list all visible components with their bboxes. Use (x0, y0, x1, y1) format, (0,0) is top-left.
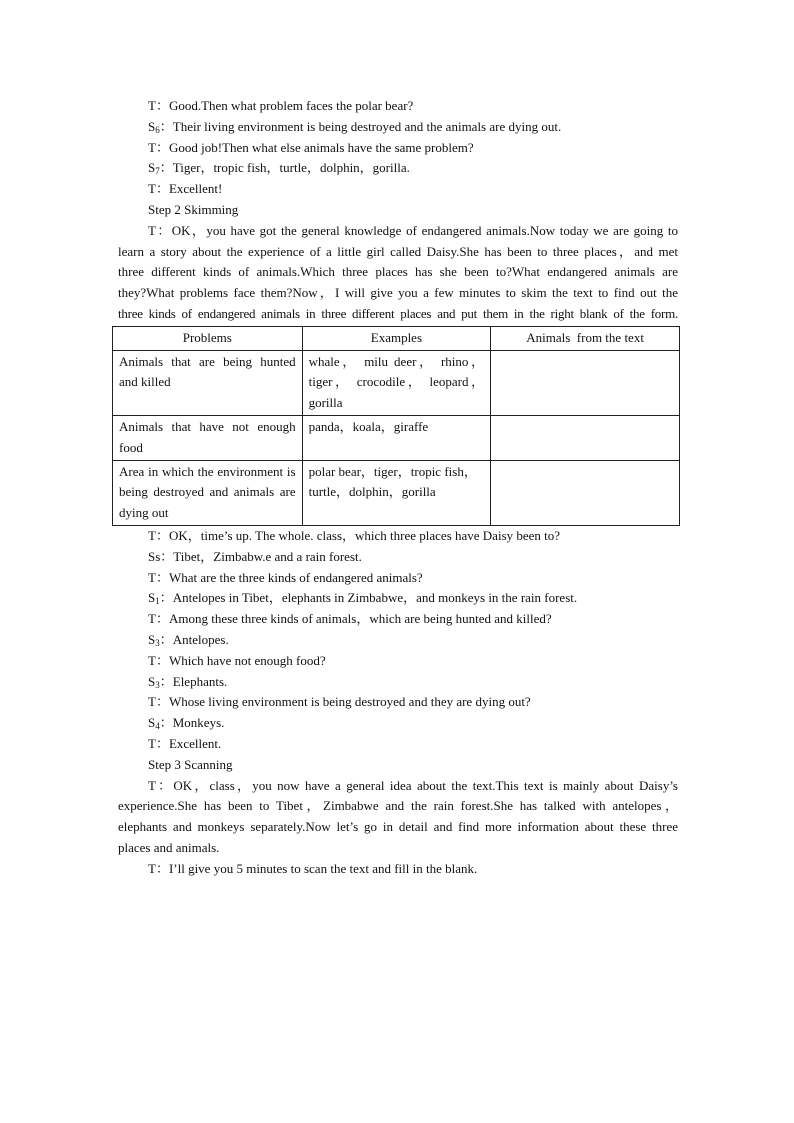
paragraph-line: places and animals. (118, 839, 220, 855)
paragraph-line: elephants and monkeys separately.Now let’s go in detail and find more information about these three (118, 819, 678, 835)
dialogue-line: $S_3$：Antelopes. (148, 631, 229, 648)
table-row (113, 460, 680, 525)
dialogue-line: T：Among these three kinds of animals，which are being hunted and killed? (148, 611, 552, 627)
examples-cell: whale， milu deer， rhino， tiger， crocodile， leopard， gorilla (302, 350, 491, 415)
step2-paragraph (118, 221, 678, 325)
dialogue-line: $S_4$：Monkeys. (148, 715, 225, 732)
animals-table (112, 326, 680, 526)
dialogue-line: T：What are the three kinds of endangered animals? (148, 569, 423, 585)
dialogue-line: $S_6$：Their living environment is being destroyed and the animals are dying out. (148, 118, 562, 135)
table-row (113, 350, 680, 415)
problem-cell: Animals that are being hunted and killed (113, 350, 303, 415)
paragraph-line: experience.She has been to Tibet，Zimbabwe and the rain forest.She has talked with antelopes， (118, 798, 678, 814)
paragraph-line: T：OK，you have got the general knowledge of endangered animals.Now today we are going to (148, 222, 678, 238)
dialogue-line: T：Good job!Then what else animals have the same problem? (148, 139, 474, 155)
final-instruction: T：I’ll give you 5 minutes to scan the text and fill in the blank. (148, 860, 478, 876)
animals-blank-cell[interactable] (491, 350, 680, 415)
paragraph-line: they?What problems face them?Now，I will give you a few minutes to skim the text to find out the (118, 285, 678, 301)
dialogue-line: T：Which have not enough food? (148, 652, 326, 668)
document-page (118, 96, 678, 879)
examples-cell: polar bear，tiger，tropic fish， turtle，dolphin，gorilla (302, 460, 491, 525)
table-row (113, 415, 680, 460)
problem-cell: Area in which the environment is being destroyed and animals are dying out (113, 460, 303, 525)
problem-cell: Animals that have not enough food (113, 415, 303, 460)
answer-dialogue (118, 526, 678, 755)
table-header-row (113, 326, 680, 350)
dialogue-line: $S_3$：Elephants. (148, 673, 228, 690)
paragraph-line: learn a story about the experience of a little girl called Daisy.She has been to three places，and met (118, 243, 678, 259)
animals-blank-cell[interactable] (491, 415, 680, 460)
header-problems: Problems (113, 326, 303, 350)
paragraph-line: three different kinds of animals.Which three places has she been to?What endangered animals are (118, 264, 678, 280)
step3-heading: Step 3 Scanning (148, 756, 233, 772)
animals-blank-cell[interactable] (491, 460, 680, 525)
dialogue-line: T：Excellent! (148, 181, 223, 197)
dialogue-line: T：Good.Then what problem faces the polar bear? (148, 98, 414, 113)
dialogue-line: $S_1$：Antelopes in Tibet，elephants in Zimbabwe，and monkeys in the rain forest. (148, 590, 578, 607)
header-animals: Animals from the text (491, 326, 680, 350)
step3-paragraph (118, 776, 678, 859)
dialogue-line: T：Excellent. (148, 735, 222, 751)
step2-heading: Step 2 Skimming (148, 201, 239, 217)
dialogue-line: $S_7$：Tiger，tropic fish，turtle，dolphin，gorilla. (148, 160, 410, 177)
intro-dialogue (118, 96, 678, 200)
header-examples: Examples (302, 326, 491, 350)
dialogue-line: T：OK，time’s up. The whole. class，which three places have Daisy been to? (148, 527, 561, 543)
examples-cell: panda，koala，giraffe (302, 415, 491, 460)
dialogue-line: T：Whose living environment is being destroyed and they are dying out? (148, 694, 531, 710)
paragraph-line: T：OK，class，you now have a general idea about the text.This text is mainly about Daisy’s (148, 777, 678, 793)
dialogue-line: Ss：Tibet，Zimbabw.e and a rain forest. (148, 548, 362, 564)
paragraph-line: three kinds of endangered animals in three different places and put them in the right blank of the form. (118, 305, 678, 321)
